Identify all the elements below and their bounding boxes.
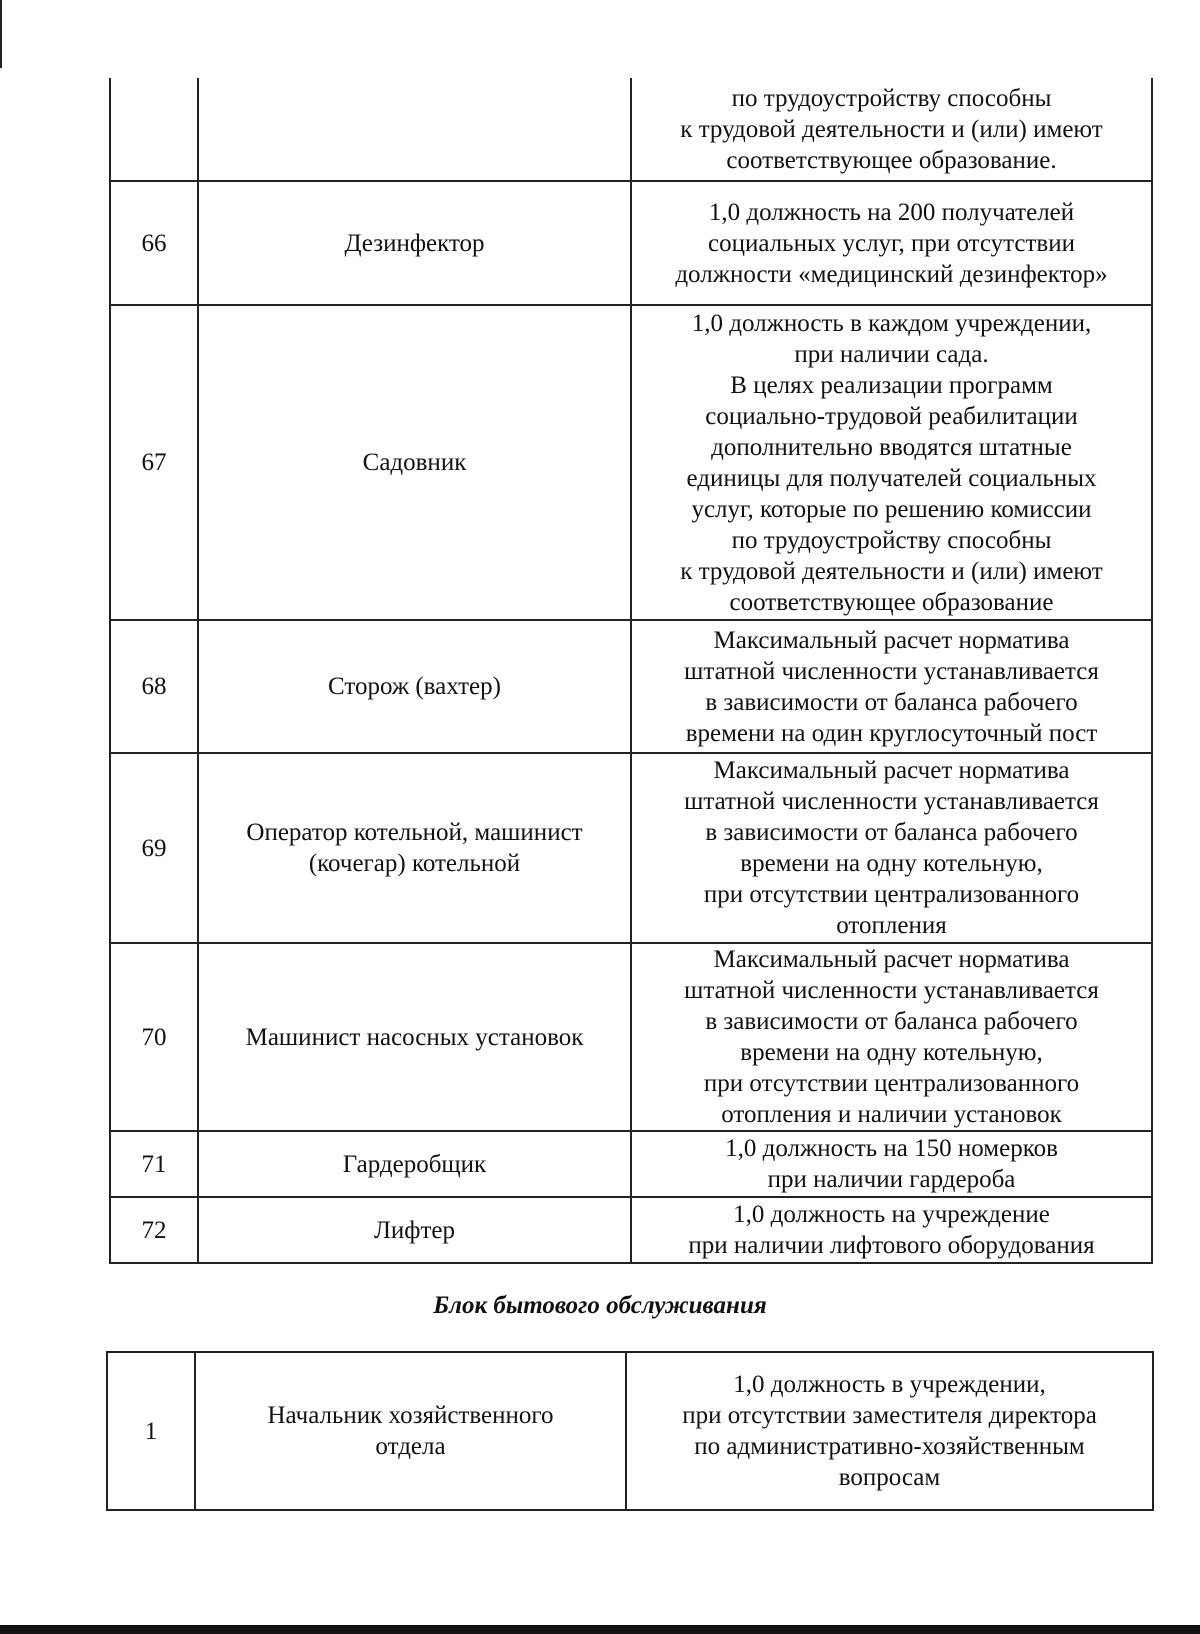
staffing-norms-table: [109, 78, 1153, 1264]
position-cell: Лифтер: [198, 1197, 631, 1263]
norm-cell: 1,0 должность на 150 номерков при наличии гардероба: [631, 1131, 1152, 1197]
norm-cell: 1,0 должность на 200 получателей социальных услуг, при отсутствии должности «медицинский дезинфектор»: [631, 181, 1152, 305]
scan-edge-left: [0, 0, 2, 68]
norm-cell: 1,0 должность на учреждение при наличии лифтового оборудования: [631, 1197, 1152, 1263]
position-cell: Машинист насосных установок: [198, 943, 631, 1131]
row-number-cell: 72: [110, 1197, 198, 1263]
household-services-table: [106, 1351, 1154, 1511]
table-row: [107, 1352, 1153, 1510]
norm-cell: 1,0 должность в учреждении, при отсутствии заместителя директора по административно-хозяйственным вопросам: [626, 1352, 1153, 1510]
row-number-cell: 66: [110, 181, 198, 305]
position-cell: [198, 78, 631, 181]
table-row: [110, 753, 1152, 943]
position-cell: Оператор котельной, машинист (кочегар) котельной: [198, 753, 631, 943]
norm-cell: Максимальный расчет норматива штатной численности устанавливается в зависимости от баланса рабочего времени на одну котельную, при отсутствии централизованного отопления: [631, 753, 1152, 943]
table-row: [110, 1197, 1152, 1263]
table-row: [110, 181, 1152, 305]
table-row: [110, 1131, 1152, 1197]
norm-cell: Максимальный расчет норматива штатной численности устанавливается в зависимости от баланса рабочего времени на один круглосуточный пост: [631, 620, 1152, 753]
row-number-cell: 70: [110, 943, 198, 1131]
position-cell: Сторож (вахтер): [198, 620, 631, 753]
table-row: [110, 620, 1152, 753]
position-cell: Гардеробщик: [198, 1131, 631, 1197]
row-number-cell: 71: [110, 1131, 198, 1197]
row-number-cell: [110, 78, 198, 181]
norm-cell: 1,0 должность в каждом учреждении, при наличии сада. В целях реализации программ социально-трудовой реабилитации дополнительно вводятся штатные единицы для получателей социальных услуг, которые по решению комиссии по трудоустройству способны к трудовой деятельности и (или) имеют соответствующее образование: [631, 305, 1152, 620]
norm-cell: по трудоустройству способны к трудовой деятельности и (или) имеют соответствующее образование.: [631, 78, 1152, 181]
norm-cell: Максимальный расчет норматива штатной численности устанавливается в зависимости от баланса рабочего времени на одну котельную, при отсутствии централизованного отопления и наличии установок: [631, 943, 1152, 1131]
row-number-cell: 1: [107, 1352, 195, 1510]
row-number-cell: 67: [110, 305, 198, 620]
table-row: [110, 305, 1152, 620]
position-cell: Дезинфектор: [198, 181, 631, 305]
table-row-continued: [110, 78, 1152, 181]
position-cell: Начальник хозяйственного отдела: [195, 1352, 626, 1510]
row-number-cell: 68: [110, 620, 198, 753]
row-number-cell: 69: [110, 753, 198, 943]
section-heading: Блок бытового обслуживания: [433, 1292, 767, 1319]
scan-edge-bottom: [0, 1625, 1200, 1634]
table-row: [110, 943, 1152, 1131]
position-cell: Садовник: [198, 305, 631, 620]
